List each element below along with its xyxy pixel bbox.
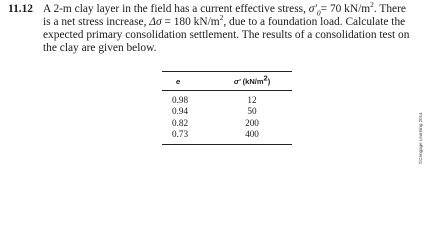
problem-line-4: the clay are given below. bbox=[43, 42, 157, 54]
effective-stress-symbol: $\sigma'_0$ bbox=[308, 3, 321, 18]
header-effective-stress: σ′ $(kN/m^2)$ bbox=[233, 73, 271, 86]
table-header-row bbox=[162, 72, 292, 90]
problem-text-segment: is a net stress increase, bbox=[43, 16, 150, 28]
problem-text-segment: = 180 kN/m bbox=[161, 16, 220, 28]
cell-effective-stress: 50 bbox=[247, 106, 257, 117]
table-row bbox=[162, 129, 292, 141]
header-void-ratio: e bbox=[176, 76, 181, 86]
cell-void-ratio: 0.73 bbox=[172, 129, 189, 140]
problem-text bbox=[8, 0, 432, 55]
problem-number: 11.12 bbox=[8, 3, 33, 15]
problem-text-segment: A 2-m clay layer in the field has a current effective stress, bbox=[43, 3, 309, 15]
superscript: 2 bbox=[370, 0, 374, 10]
copyright-credit: ©Cengage Learning 2014 bbox=[418, 112, 423, 164]
cell-effective-stress: 12 bbox=[247, 94, 257, 105]
consolidation-test-table bbox=[162, 71, 292, 145]
cell-void-ratio: 0.98 bbox=[172, 94, 189, 105]
table-bottom-rule bbox=[162, 144, 292, 145]
problem-line-2 bbox=[8, 13, 432, 29]
cell-void-ratio: 0.94 bbox=[172, 106, 189, 117]
problem-text-segment: , due to a foundation load. Calculate the bbox=[223, 16, 406, 28]
problem-text-segment: . There bbox=[373, 3, 406, 15]
stress-increase-symbol: Δσ bbox=[149, 16, 162, 28]
cell-void-ratio: 0.82 bbox=[172, 117, 189, 128]
cell-effective-stress: 200 bbox=[245, 117, 259, 128]
table-row bbox=[162, 106, 292, 118]
problem-line-3: expected primary consolidation settlement. The results of a consolidation test on bbox=[43, 29, 410, 41]
table-body bbox=[162, 91, 292, 144]
superscript: 2 bbox=[219, 13, 224, 23]
table-row bbox=[162, 117, 292, 129]
table-row bbox=[162, 94, 292, 106]
problem-text-segment: = 70 kN/m bbox=[320, 3, 371, 15]
cell-effective-stress: 400 bbox=[245, 129, 259, 140]
